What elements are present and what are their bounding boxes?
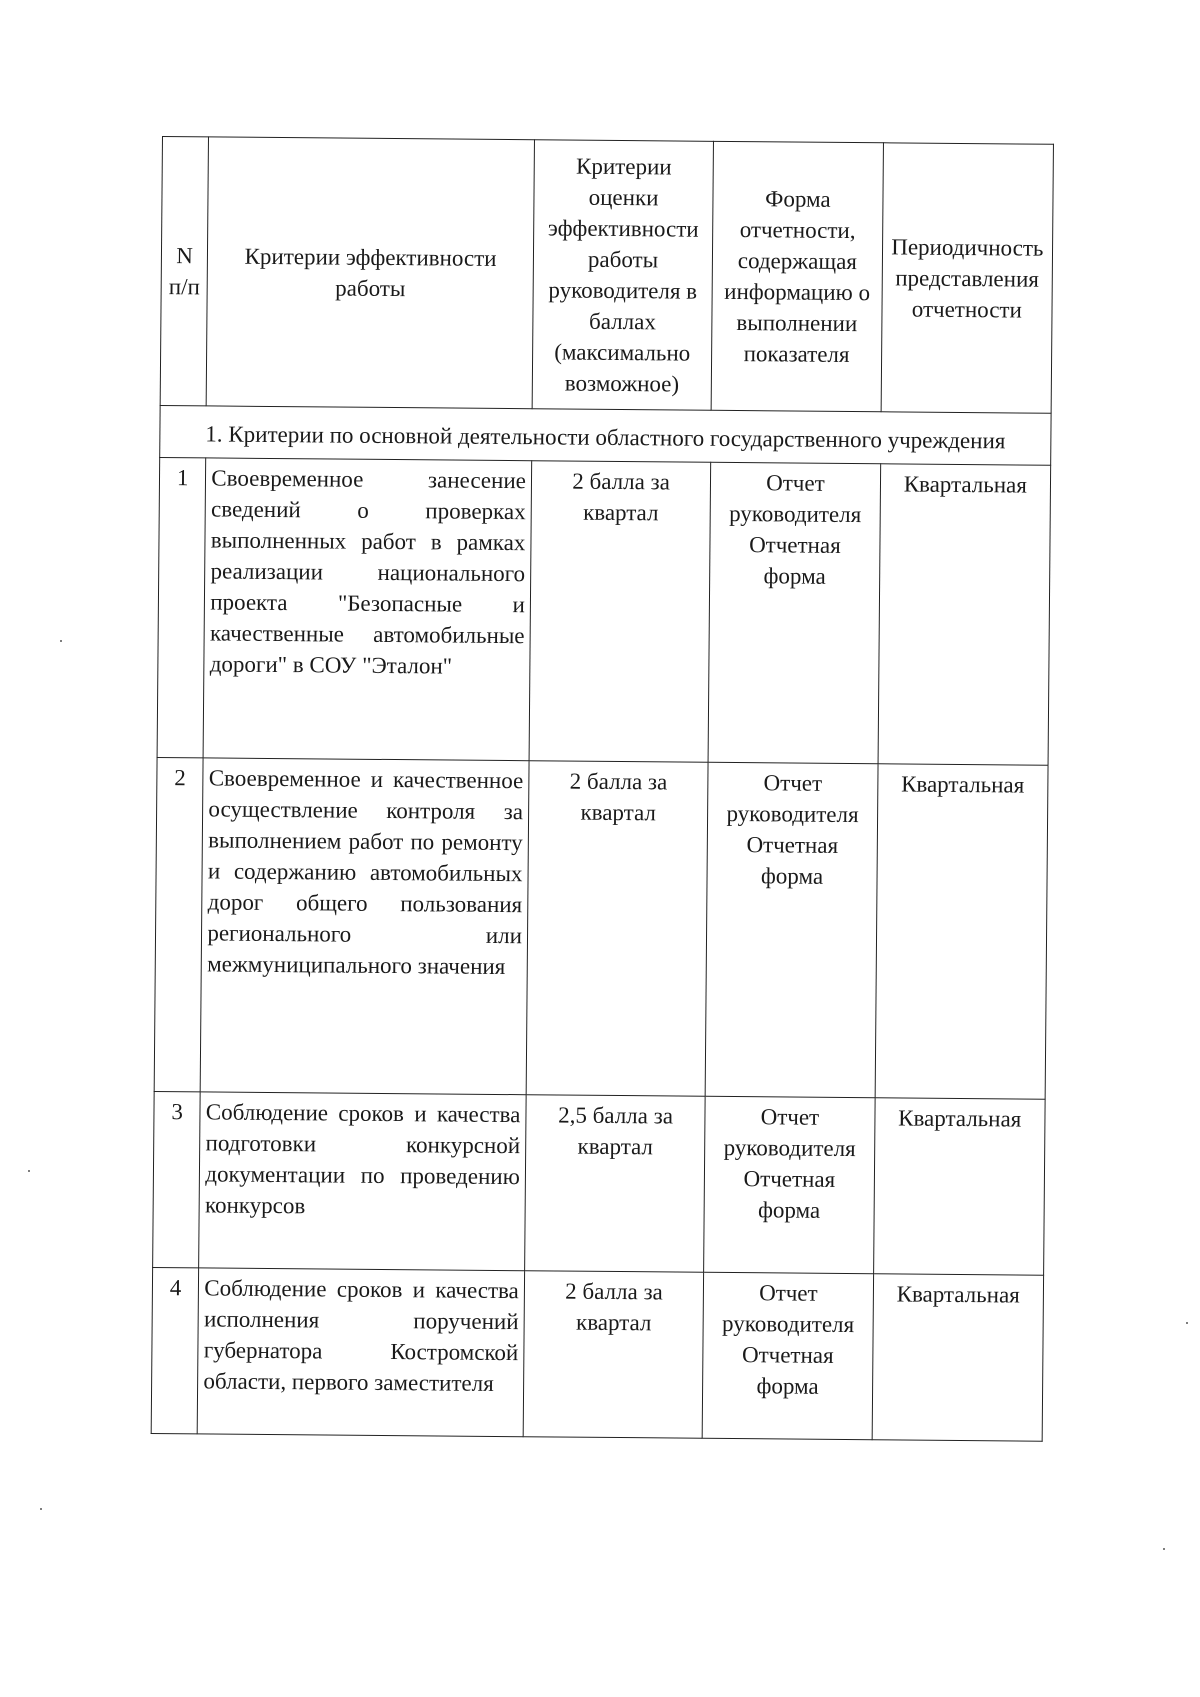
row-period: Квартальная [872, 1274, 1044, 1441]
header-criteria: Критерии эффективности работы [207, 137, 535, 409]
row-form-template: Отчетная форма [743, 1166, 836, 1223]
row-criteria: Соблюдение сроков и качества исполнения поручений губернатора Костромской области, первого заместителя [198, 1268, 525, 1437]
scan-speck [60, 640, 62, 642]
header-period: Периодичность представления отчетности [881, 143, 1054, 413]
row-score: 2 балла за квартал [523, 1271, 704, 1439]
row-num: 1 [157, 457, 206, 757]
row-num: 3 [153, 1091, 201, 1267]
row-form [702, 1272, 873, 1439]
scan-speck [28, 1170, 30, 1172]
row-score: 2 балла за квартал [529, 461, 711, 763]
table-row [157, 457, 1051, 765]
criteria-table [151, 136, 1054, 1442]
header-form: Форма отчетности, содержащая информацию о выполнении показателя [711, 141, 883, 411]
row-form-template: Отчетная форма [741, 1342, 834, 1399]
row-period: Квартальная [873, 1098, 1045, 1275]
scan-speck [40, 1508, 42, 1510]
row-score: 2 балла за квартал [526, 761, 708, 1097]
row-form [705, 762, 877, 1097]
scan-speck [1163, 1548, 1165, 1550]
row-form-template: Отчетная форма [746, 832, 839, 889]
row-form [708, 462, 880, 763]
row-form-report: Отчет руководителя [729, 470, 862, 528]
row-num: 4 [151, 1267, 199, 1433]
row-criteria: Своевременное занесение сведений о проверках выполненных работ в рамках реализации национального проекта "Безопасные и качественные автомобильные дороги" в СОУ "Эталон" [203, 458, 531, 761]
scan-speck [1186, 1322, 1188, 1324]
row-period: Квартальная [878, 464, 1051, 765]
row-criteria: Своевременное и качественное осуществление контроля за выполнением работ по ремонту и содержанию автомобильных дорог общего пользования регионального или межмуниципального значения [201, 758, 529, 1095]
section-title: 1. Критерии по основной деятельности областного государственного учреждения [160, 405, 1051, 465]
table-header-row [160, 137, 1053, 414]
row-criteria: Соблюдение сроков и качества подготовки конкурсной документации по проведению конкурсов [199, 1092, 526, 1271]
row-form-report: Отчет руководителя [721, 1280, 855, 1338]
row-score: 2,5 балла за квартал [525, 1095, 706, 1273]
row-form-template: Отчетная форма [749, 532, 841, 589]
table-row [153, 1091, 1046, 1275]
header-num: N п/п [160, 137, 209, 406]
row-num: 2 [154, 757, 203, 1091]
table-row [151, 1267, 1043, 1441]
row-form-report: Отчет руководителя [726, 770, 859, 828]
section-row [160, 405, 1051, 465]
row-period: Квартальная [875, 764, 1048, 1099]
header-score: Критерии оценки эффективности работы руководителя в баллах (максимально возможное) [532, 140, 714, 411]
row-form [704, 1096, 875, 1273]
table-row [154, 757, 1048, 1099]
row-form-report: Отчет руководителя [723, 1104, 856, 1162]
